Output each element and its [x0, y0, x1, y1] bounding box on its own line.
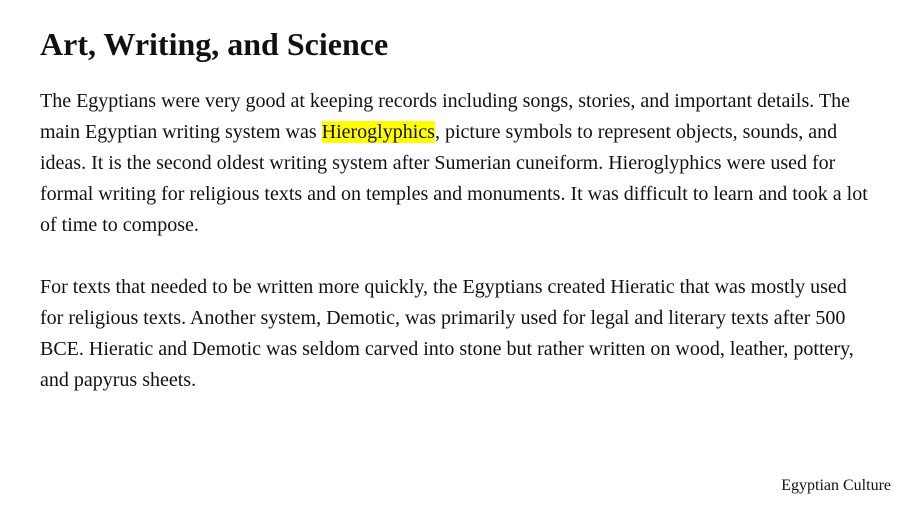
paragraph-hieroglyphics	[40, 86, 870, 241]
paragraph-1-text-end: , picture symbols to represent objects, sounds, and ideas. It is the second oldest writing system after Sumerian cuneiform. Hieroglyphics were used for formal writing for religious texts and on temples and monuments. It was difficult to learn and took a lot of time to compose.	[40, 121, 868, 236]
slide-title: Art, Writing, and Science	[40, 26, 389, 62]
slide-footer: Egyptian Culture	[781, 477, 891, 494]
paragraph-1-text-start: The Egyptians were very good at keeping records including songs, stories, and important details. The main Egyptian writing system was	[40, 90, 850, 143]
slide-body	[40, 86, 870, 396]
highlighted-term: Hieroglyphics	[321, 121, 435, 143]
paragraph-hieratic-demotic: For texts that needed to be written more quickly, the Egyptians created Hieratic that was mostly used for religious texts. Another system, Demotic, was primarily used for legal and literary texts after 500 BCE. Hieratic and Demotic was seldom carved into stone but rather written on wood, leather, pottery, and papyrus sheets.	[40, 276, 854, 391]
